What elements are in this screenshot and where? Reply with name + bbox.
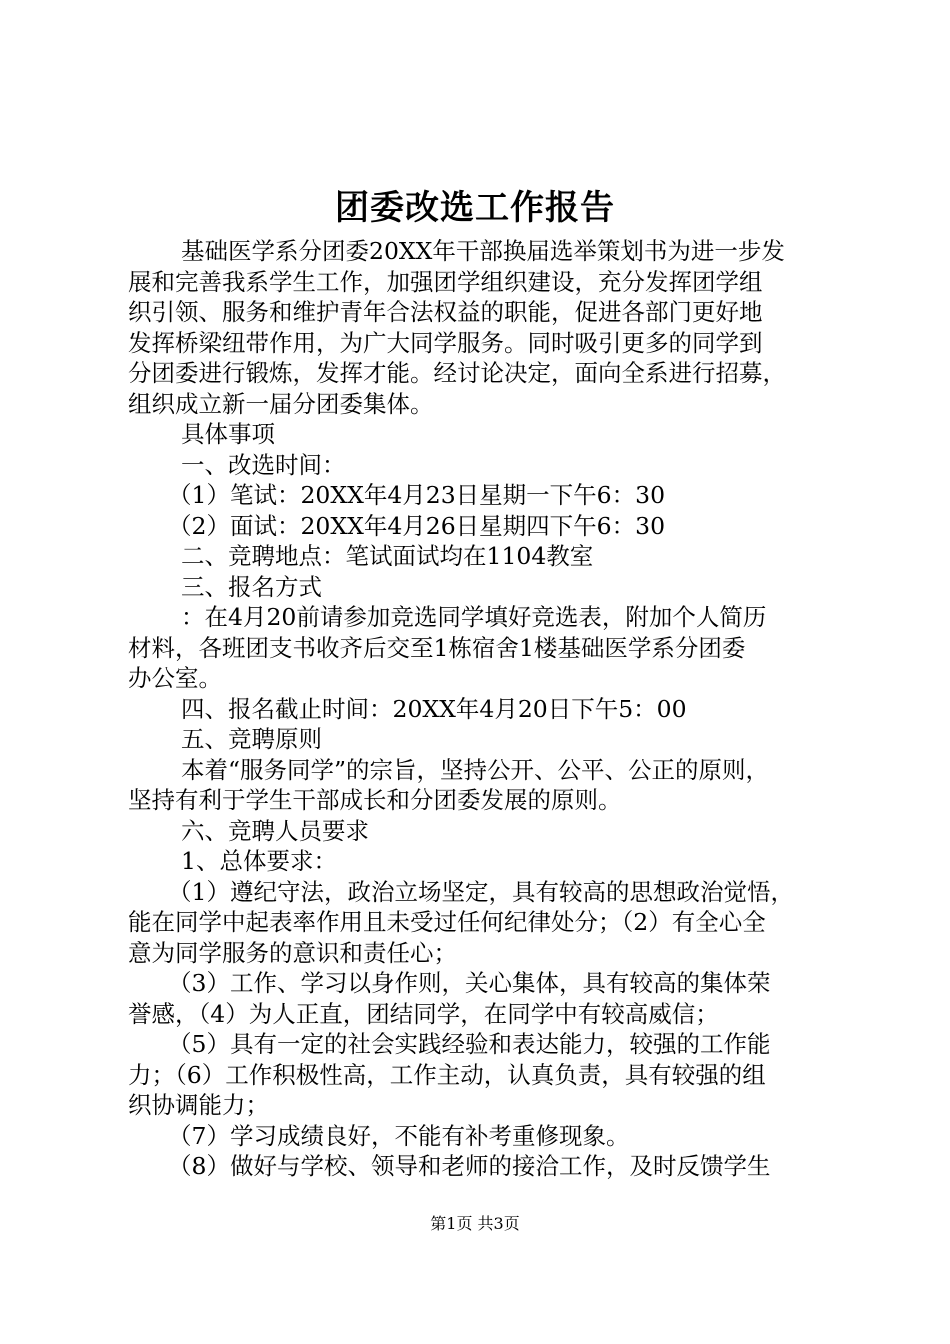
- text-line: 材料，各班团支书收齐后交至1栋宿舍1楼基础医学系分团委: [128, 633, 746, 662]
- text-line: 基础医学系分团委20XX年干部换届选举策划书为进一步发: [181, 237, 785, 265]
- section-heading: 二、竞聘地点：笔试面试均在1104教室: [181, 542, 594, 570]
- page-footer: 第1页 共3页: [430, 1214, 520, 1233]
- text-line: （2）面试：20XX年4月26日星期四下午6：30: [168, 511, 666, 540]
- document-body: [128, 236, 834, 1182]
- text-line: 织引领、服务和维护青年合法权益的职能，促进各部门更好地: [128, 298, 763, 326]
- section-heading: 五、竞聘原则: [181, 725, 322, 753]
- document-title: 团委改选工作报告: [335, 188, 615, 228]
- text-line: 能在同学中起表率作用且未受过任何纪律处分；（2）有全心全: [128, 908, 766, 936]
- text-line: 坚持有利于学生干部成长和分团委发展的原则。: [128, 786, 622, 814]
- section-heading: 一、改选时间：: [181, 450, 346, 479]
- text-line: 办公室。: [128, 664, 222, 692]
- text-line: 发挥桥梁纽带作用，为广大同学服务。同时吸引更多的同学到: [128, 328, 763, 357]
- text-line: （1）遵纪守法，政治立场坚定，具有较高的思想政治觉悟，: [168, 877, 794, 906]
- text-line: 力；（6）工作积极性高，工作主动，认真负责，具有较强的组: [128, 1060, 766, 1089]
- section-heading: 三、报名方式: [181, 572, 322, 601]
- text-line: 意为同学服务的意识和责任心；: [128, 938, 457, 967]
- text-line: （5）具有一定的社会实践经验和表达能力，较强的工作能: [168, 1030, 771, 1058]
- section-heading: 1、总体要求：: [181, 847, 337, 875]
- text-line: 组织成立新一届分团委集体。: [128, 389, 434, 418]
- text-line: （1）笔试：20XX年4月23日星期一下午6：30: [168, 481, 666, 509]
- text-line: 分团委进行锻炼，发挥才能。经讨论决定，面向全系进行招募，: [128, 359, 786, 387]
- text-line: 本着“服务同学”的宗旨，坚持公开、公平、公正的原则，: [181, 755, 770, 784]
- section-heading: 具体事项: [181, 420, 275, 448]
- text-line: （7）学习成绩良好，不能有补考重修现象。: [168, 1121, 630, 1150]
- text-line: 织协调能力；: [128, 1091, 269, 1119]
- text-line: ：在4月20前请参加竞选同学填好竞选表，附加个人简历: [181, 603, 767, 631]
- text-line: （8）做好与学校、领导和老师的接洽工作，及时反馈学生: [168, 1152, 771, 1180]
- text-line: 展和完善我系学生工作，加强团学组织建设，充分发挥团学组: [128, 267, 763, 296]
- section-heading: 六、竞聘人员要求: [181, 816, 369, 845]
- text-line: 誉感，（4）为人正直，团结同学，在同学中有较高威信；: [128, 999, 719, 1028]
- section-heading: 四、报名截止时间：20XX年4月20日下午5：00: [181, 694, 687, 723]
- text-line: （3）工作、学习以身作则，关心集体，具有较高的集体荣: [168, 969, 771, 997]
